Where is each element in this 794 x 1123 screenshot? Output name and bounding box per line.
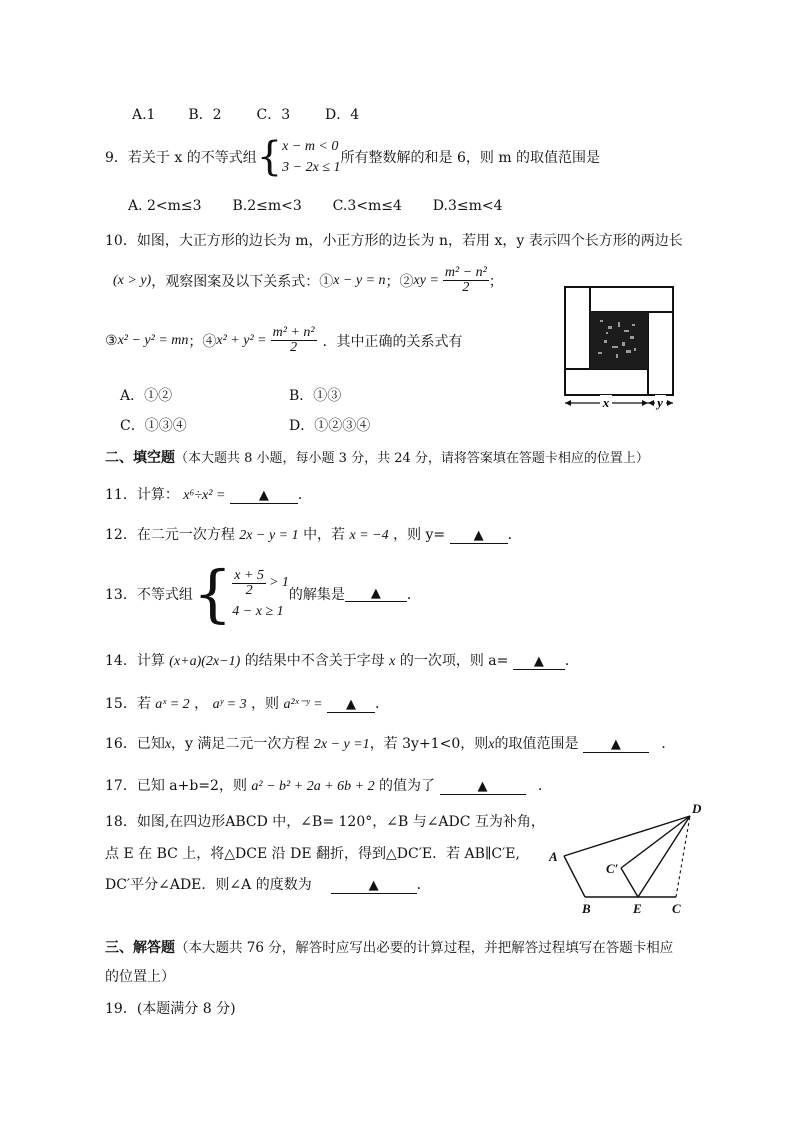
- q12-equation: 2x − y = 1: [239, 528, 299, 543]
- label-b: B: [582, 901, 591, 916]
- q14-post: ．: [564, 653, 579, 669]
- q18-quadrilateral-figure: [540, 800, 710, 920]
- question-19: 19．(本题满分 8 分): [105, 1001, 236, 1017]
- triangle-icon: ▲: [533, 654, 544, 669]
- small-square: [590, 312, 648, 369]
- q13-post: ．: [406, 587, 421, 603]
- q10-r4-pre: ；④: [188, 333, 217, 350]
- q11-pre: 11．计算：: [105, 487, 179, 503]
- q10-line-1: 10．如图，大正方形的边长为 m，小正方形的边长为 n，若用 x，y 表示四个长方形的两边长: [105, 233, 683, 249]
- q12-pre: 12．在二元一次方程: [105, 527, 235, 543]
- q14-mid: 的结果中不含关于字母: [244, 653, 385, 669]
- q10-relation-4-den: 2: [290, 340, 298, 355]
- q12-answer-blank[interactable]: [450, 528, 508, 544]
- q15-pre: 15．若: [105, 696, 151, 712]
- arrow-right-icon: [642, 400, 648, 406]
- section-2-note: （本大题共 8 小题，每小题 3 分，共 24 分，请将答案填在答题卡相应的位置上）: [175, 451, 649, 466]
- q15-expr-2: aʸ = 3: [212, 697, 247, 712]
- q10-relation-4-frac: [271, 326, 317, 355]
- q13-num: x + 5: [234, 567, 264, 583]
- q9-option-a: A. 2<m≤3: [128, 198, 202, 214]
- segment-c-prime-e: [621, 868, 638, 897]
- q12-mid: 中，若: [303, 527, 346, 543]
- question-12: [105, 524, 522, 544]
- question-11: [105, 484, 312, 504]
- triangle-icon: ▲: [346, 697, 357, 712]
- q10-line-2: [113, 266, 503, 295]
- section-3-note-1: （本大题共 76 分，解答时应写出必要的计算过程，并把解答过程填写在答题卡相应: [175, 940, 674, 956]
- q15-expr-3: a²ˣ⁻ʸ =: [283, 697, 323, 712]
- q18-post: ．: [416, 877, 431, 893]
- side-ad: [564, 816, 690, 856]
- question-14: [105, 650, 579, 670]
- q10-line-3: [105, 326, 463, 355]
- side-ab: [564, 856, 585, 897]
- q8-options: [132, 104, 359, 124]
- q9-option-c: C.3<m≤4: [332, 198, 402, 214]
- q15-answer-blank[interactable]: [327, 697, 375, 713]
- q9-lead: 9．若关于 x 的不等式组: [105, 150, 257, 166]
- q16-tail: ，若 3y+1<0，则: [369, 736, 489, 752]
- q10-sep: ；②: [385, 273, 414, 290]
- q16-answer-blank[interactable]: [583, 737, 649, 753]
- triangle-icon: ▲: [258, 488, 269, 503]
- q8-option-d: D．4: [325, 107, 360, 123]
- q16-x2: x: [488, 737, 495, 752]
- q8-option-a: A.1: [132, 107, 156, 123]
- q9-tail: 所有整数解的和是 6，则 m 的取值范围是: [340, 150, 601, 166]
- q10-relation-4-lhs: x² + y² =: [216, 332, 267, 348]
- section-3-title: 三、解答题: [105, 940, 175, 956]
- q9-options: [128, 198, 503, 214]
- question-16: [105, 733, 675, 753]
- q15-tail: ，则: [251, 696, 280, 712]
- q10-relation-2-den: 2: [462, 280, 470, 295]
- q8-option-c: C．3: [256, 107, 291, 123]
- q16-equation: 2x − y =1: [313, 737, 370, 752]
- q15-expr-1: aˣ = 2: [155, 697, 190, 712]
- q9-ineq-1: x − m < 0: [282, 139, 339, 154]
- section-3-note-2: 的位置上）: [105, 969, 175, 985]
- q18-line-1: 18．如图,在四边形ABCD 中，∠B= 120°，∠B 与∠ADC 互为补角，: [105, 814, 545, 830]
- q18-line-3: [105, 874, 431, 894]
- q13-tail: 的解集是: [288, 587, 345, 603]
- question-9: [105, 136, 600, 178]
- brace-icon: {: [256, 134, 283, 180]
- label-e: E: [633, 901, 642, 916]
- q18-line-2: 点 E 在 BC 上，将△DCE 沿 DE 翻折，得到△DC′E．若 AB∥C′E,: [105, 846, 520, 862]
- question-15: [105, 693, 389, 713]
- q13-pre: 13．不等式组: [105, 587, 193, 603]
- q16-tail2: 的取值范围是: [494, 736, 579, 752]
- q17-pre: 17．已知 a+b=2，则: [105, 778, 247, 794]
- q10-relation-2-frac: [443, 266, 489, 295]
- q10-line-3-tail: ．其中正确的关系式有: [322, 333, 463, 350]
- q13-den: 2: [245, 582, 253, 598]
- q12-tail: ，则 y=: [393, 527, 446, 543]
- q10-relation-1: x − y = n: [333, 272, 386, 288]
- triangle-icon: ▲: [370, 586, 381, 601]
- section-3-heading: [105, 936, 673, 957]
- q12-condition: x = −4: [349, 528, 389, 543]
- q17-tail: 的值为了: [379, 778, 436, 794]
- q16-mid: ，y 满足二元一次方程: [171, 736, 310, 752]
- q11-answer-blank[interactable]: [230, 488, 298, 504]
- fig-label-x: x: [602, 395, 610, 410]
- q13-ineq-1: [232, 569, 289, 598]
- q13-system: [232, 569, 289, 620]
- q10-option-b: B．①③: [289, 388, 342, 404]
- triangle-icon: ▲: [477, 779, 488, 794]
- q10-option-d: D．①②③④: [289, 418, 371, 434]
- q16-x: x: [164, 737, 172, 752]
- label-a: A: [549, 849, 558, 864]
- q16-post: ．: [661, 736, 676, 752]
- arrow-left-icon: [648, 400, 654, 406]
- question-13: [105, 557, 421, 630]
- q9-option-d: D.3≤m<4: [432, 198, 503, 214]
- q17-post: ．: [537, 778, 552, 794]
- segment-de: [638, 816, 690, 897]
- q15-sep: ，: [194, 696, 209, 712]
- q10-relation-4-num: m² + n²: [272, 325, 315, 340]
- q10-semicolon: ；: [488, 273, 503, 290]
- triangle-icon: ▲: [610, 737, 621, 752]
- q10-r3-pre: ③: [105, 332, 118, 349]
- section-2-title: 二、填空题: [105, 450, 175, 466]
- label-c: C: [672, 901, 681, 916]
- triangle-icon: ▲: [473, 528, 484, 543]
- q10-option-a: A．①②: [120, 388, 173, 404]
- q16-pre: 16．已知: [105, 736, 165, 752]
- rect-left: [565, 287, 590, 369]
- q18-answer-blank[interactable]: [331, 878, 417, 894]
- rect-top: [590, 287, 673, 312]
- brace-icon: {: [192, 557, 233, 630]
- q10-relation-3: x² − y² = mn: [117, 332, 189, 348]
- rect-right: [648, 312, 673, 395]
- q9-ineq-2: 3 − 2x ≤ 1: [282, 160, 341, 175]
- q14-pre: 14．计算: [105, 653, 165, 669]
- q17-expr: a² − b² + 2a + 6b + 2: [251, 779, 375, 794]
- q10-condition: (x > y): [113, 272, 152, 288]
- section-2-heading: [105, 447, 649, 467]
- q10-mid: ，观察图案及以下关系式：①: [151, 273, 334, 290]
- q13-answer-blank[interactable]: [345, 586, 407, 602]
- arrow-right-icon: [667, 400, 673, 406]
- q14-expr: (x+a)(2x−1): [169, 654, 241, 669]
- q13-frac: [232, 569, 266, 598]
- q9-system: [282, 136, 340, 178]
- q11-expr: x⁶÷x² =: [183, 488, 226, 503]
- fig-label-y: y: [657, 395, 663, 410]
- rect-bottom: [565, 369, 648, 395]
- q10-relation-2-num: m² − n²: [444, 265, 487, 280]
- q10-square-figure: [560, 282, 678, 412]
- question-17: [105, 775, 552, 795]
- arrow-left-icon: [565, 400, 571, 406]
- label-c-prime: C′: [606, 861, 619, 876]
- q9-option-b: B.2≤m<3: [232, 198, 302, 214]
- q14-tail: 的一次项，则 a=: [399, 653, 509, 669]
- q15-post: ．: [375, 696, 390, 712]
- triangle-icon: ▲: [368, 878, 379, 893]
- q13-ineq-2: 4 − x ≥ 1: [232, 603, 284, 619]
- q10-option-c: C．①③④: [120, 418, 187, 434]
- segment-dc-prime: [621, 816, 690, 868]
- q13-gt: > 1: [268, 575, 289, 590]
- q17-answer-blank[interactable]: [440, 779, 526, 795]
- q14-answer-blank[interactable]: [513, 654, 565, 670]
- q18-line-3-text: DC′平分∠ADE．则∠A 的度数为: [105, 877, 312, 893]
- label-d: D: [692, 801, 702, 816]
- q11-post: ．: [297, 487, 312, 503]
- q8-option-b: B．2: [188, 107, 222, 123]
- q10-relation-2-lhs: xy =: [413, 272, 439, 288]
- q14-var: x: [389, 654, 396, 669]
- q12-post: ．: [507, 527, 522, 543]
